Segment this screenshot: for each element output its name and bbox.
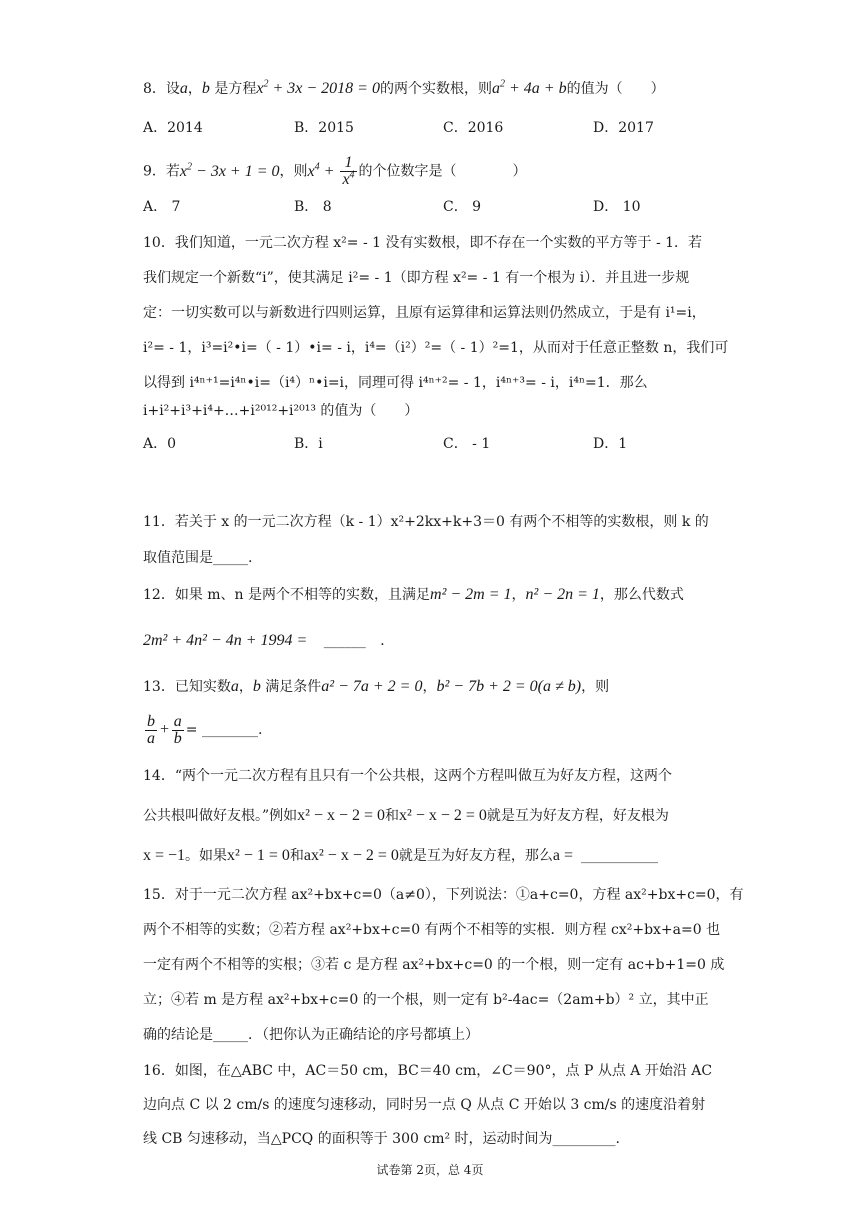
question-15-line: 两个不相等的实数；②若方程 ax²+bx+c=0 有两个不相等的实根．则方程 cx²+bx+a=0 也 <box>143 922 721 938</box>
question-14-line: 14．“两个一元二次方程有且只有一个公共根，这两个方程叫做互为好友方程，这两个 <box>143 768 672 784</box>
option-b[interactable]: B．i <box>294 436 323 452</box>
equation: a² − 7a + 2 = 0 <box>321 678 423 695</box>
option-d[interactable]: D．2017 <box>593 120 654 136</box>
question-16-line: 边向点 C 以 2 cm/s 的速度匀速移动，同时另一点 Q 从点 C 开始以 3 cm/s 的速度沿着射 <box>143 1097 706 1113</box>
fraction: $\frac{a}{b}$ <box>173 712 182 747</box>
option-b[interactable]: B． 8 <box>294 199 332 215</box>
answer-blank[interactable]: = ________. <box>185 722 263 738</box>
option-c[interactable]: C． - 1 <box>443 436 491 452</box>
question-16-line: 16．如图，在△ABC 中，AC＝50 cm，BC＝40 cm，∠C＝90°，点 P 从点 A 开始沿 AC <box>143 1063 713 1079</box>
equation: n² − 2n = 1 <box>525 586 600 603</box>
option-c[interactable]: C．2016 <box>443 120 504 136</box>
fraction: $\frac{b}{a}$ <box>147 712 155 747</box>
question-8: 8．设a，b 是方程$x^2 + 3x - 2018 = 0$的两个实数根，则$a^2 + 4a + b$的值为（ ） <box>143 78 665 97</box>
equation: $x^2 + 3x - 2018 = 0$ <box>256 78 380 97</box>
option-d[interactable]: D． 10 <box>593 199 641 215</box>
option-d[interactable]: D．1 <box>593 436 628 452</box>
question-15-line: 15．对于一元二次方程 ax²+bx+c=0（a≠0），下列说法：①a+c=0，方程 ax²+bx+c=0，有 <box>143 887 744 903</box>
option-c[interactable]: C． 9 <box>443 199 482 215</box>
question-15-line: 确的结论是_____．（把你认为正确结论的序号都填上） <box>143 1027 479 1043</box>
question-10-line: 我们规定一个新数“i”，使其满足 i²= - 1（即方程 x²= - 1 有一个根为 i）．并且进一步规 <box>143 270 690 286</box>
expression: $a^2 + 4a + b$ <box>491 78 567 97</box>
option-a[interactable]: A．2014 <box>143 120 203 136</box>
question-15-line: 一定有两个不相等的实根；③若 c 是方程 ax²+bx+c=0 的一个根，则一定有 ac+b+1=0 成 <box>143 957 725 973</box>
answer-blank[interactable]: ______ <box>323 633 366 649</box>
question-14-line: 公共根叫做好友根。”例如x² − x − 2 = 0和x² − x − 2 = 0就是互为好友方程，好友根为 <box>143 807 669 824</box>
question-12-expression: 2m² + 4n² − 4n + 1994 = ______ ． <box>143 632 395 649</box>
question-13-expression: $\frac{b}{a}$ + $\frac{a}{b}$ = ________. <box>147 712 263 747</box>
question-14-line: x = −1。如果x² − 1 = 0和ax² − x − 2 = 0就是互为好友方程，那么a = ___________ <box>143 847 658 864</box>
question-10-line: 10．我们知道，一元二次方程 x²= - 1 没有实数根，即不存在一个实数的平方等于 - 1．若 <box>143 235 703 251</box>
question-10-line: i+i²+i³+i⁴+…+i²⁰¹²+i²⁰¹³ 的值为（ ） <box>143 403 419 419</box>
question-11-line: 取值范围是_____. <box>143 550 253 566</box>
option-a[interactable]: A． 7 <box>143 199 181 215</box>
expression: 2m² + 4n² − 4n + 1994 = <box>143 632 308 649</box>
equation: m² − 2m = 1 <box>430 586 512 603</box>
question-10-line: i²= - 1，i³=i²•i=（ - 1）•i= - i，i⁴=（i²）²=（ - 1）²=1，从而对于任意正整数 n，我们可 <box>143 340 729 356</box>
answer-blank[interactable]: ___________ <box>580 848 658 864</box>
fraction: $\frac{1}{x^4}$ <box>342 154 355 188</box>
question-13: 13．已知实数a，b 满足条件a² − 7a + 2 = 0，b² − 7b + 2 = 0(a ≠ b)，则 <box>143 678 610 695</box>
question-12: 12．如果 m、n 是两个不相等的实数，且满足m² − 2m = 1，n² − 2n = 1，那么代数式 <box>143 586 684 603</box>
question-10-line: 以得到 i⁴ⁿ⁺¹=i⁴ⁿ•i=（i⁴）ⁿ•i=i，同理可得 i⁴ⁿ⁺²= - 1，i⁴ⁿ⁺³= - i，i⁴ⁿ=1．那么 <box>143 375 648 391</box>
option-a[interactable]: A．0 <box>143 436 177 452</box>
question-16-line: 线 CB 匀速移动，当△PCQ 的面积等于 300 cm² 时，运动时间为_________. <box>143 1131 620 1147</box>
expression: $x^4$ + <box>307 161 339 180</box>
equation: b² − 7b + 2 = 0(a ≠ b) <box>436 678 582 695</box>
question-15-line: 立；④若 m 是方程 ax²+bx+c=0 的一个根，则一定有 b²-4ac=（2am+b）² 立，其中正 <box>143 992 709 1008</box>
page-footer: 试卷第 2页，总 4页 <box>376 1163 484 1177</box>
equation: $x^2 - 3x + 1 = 0$ <box>179 161 280 180</box>
question-11-line: 11．若关于 x 的一元二次方程（k - 1）x²+2kx+k+3＝0 有两个不相等的实数根，则 k 的 <box>143 514 709 530</box>
option-b[interactable]: B．2015 <box>294 120 354 136</box>
question-10-line: 定：一切实数可以与新数进行四则运算，且原有运算律和运算法则仍然成立，于是有 i¹=i， <box>143 305 706 321</box>
question-9: 9．若$x^2 - 3x + 1 = 0$，则$x^4$ + $\frac{1}{x^4}$ 的个位数字是（ ） <box>143 154 527 188</box>
